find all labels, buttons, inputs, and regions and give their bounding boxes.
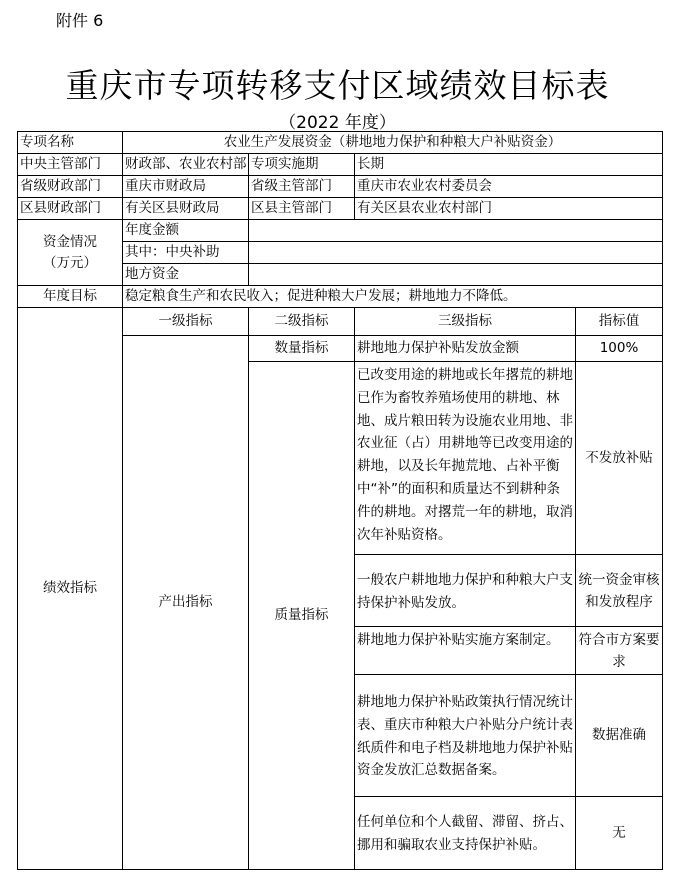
local-funds-label: 地方资金 [122,263,249,286]
county-finance-label: 区县财政部门 [17,197,123,220]
annual-amount-label: 年度金额 [122,219,249,242]
local-funds-value [248,263,663,286]
funds-label-line1: 资金情况 [43,233,97,250]
value-row-2: 不发放补贴 [575,361,663,555]
indicator-row-3: 一般农户耕地地力保护和种粮大户支持保护补贴发放。 [354,554,576,627]
indicator-row-5: 耕地地力保护补贴政策执行情况统计表、重庆市种粮大户补贴分户统计表纸质件和电子档及耕地地力保护补贴资金发放汇总数据备案。 [354,674,576,797]
value-row-1: 100% [575,335,663,362]
year-subtitle: （2022 年度） [279,113,396,133]
indicator-row-2: 已改变用途的耕地或长年撂荒的耕地已作为畜牧养殖场使用的耕地、林地、成片粮田转为设施农业用地、非农业征（占）用耕地等已改变用途的耕地，以及长年抛荒地、占补平衡中“补”的面积和质量达不到耕种条件的耕地。对撂荒一年的耕地，取消次年补贴资格。 [354,361,576,555]
value-row-4: 符合市方案要求 [575,626,663,675]
funds-label [17,219,123,286]
header-level3: 三级指标 [354,307,576,336]
county-dept-value: 有关区县农业农村部门 [354,197,663,220]
indicator-row-1: 耕地地力保护补贴发放金额 [354,335,576,362]
project-name-value: 农业生产发展资金（耕地地力保护和种粮大户补贴资金） [122,131,663,154]
level1-output: 产出指标 [122,335,249,870]
county-dept-label: 区县主管部门 [248,197,355,220]
performance-target-table [18,132,663,870]
prov-dept-label: 省级主管部门 [248,175,355,198]
prov-finance-label: 省级财政部门 [17,175,123,198]
county-finance-value: 有关区县财政局 [122,197,249,220]
indicator-row-6: 任何单位和个人截留、滞留、挤占、挪用和骗取农业支持保护补贴。 [354,796,576,870]
header-level1: 一级指标 [122,307,249,336]
value-row-5: 数据准确 [575,674,663,797]
level2-quantity: 数量指标 [248,335,355,362]
annual-amount-value [248,219,663,242]
value-row-6: 无 [575,796,663,870]
central-dept-label: 中央主管部门 [17,153,123,176]
prov-finance-value: 重庆市财政局 [122,175,249,198]
central-dept-value: 财政部、农业农村部 [122,153,249,176]
funds-label-line2: （万元） [43,254,97,271]
page-title: 重庆市专项转移支付区域绩效目标表 [65,66,610,105]
period-label: 专项实施期 [248,153,355,176]
header-value: 指标值 [575,307,663,336]
annual-goal-value: 稳定粮食生产和农民收入；促进种粮大户发展；耕地地力不降低。 [122,285,663,308]
indicator-row-4: 耕地地力保护补贴实施方案制定。 [354,626,576,675]
prov-dept-value: 重庆市农业农村委员会 [354,175,663,198]
perf-indicators-label: 绩效指标 [17,307,123,870]
header-level2: 二级指标 [248,307,355,336]
attachment-label: 附件 6 [56,11,104,30]
period-value: 长期 [354,153,663,176]
central-subsidy-label: 其中：中央补助 [122,241,249,264]
level2-quality: 质量指标 [248,361,355,870]
annual-goal-label: 年度目标 [17,285,123,308]
central-subsidy-value [248,241,663,264]
project-name-label: 专项名称 [17,131,123,154]
value-row-3: 统一资金审核和发放程序 [575,554,663,627]
